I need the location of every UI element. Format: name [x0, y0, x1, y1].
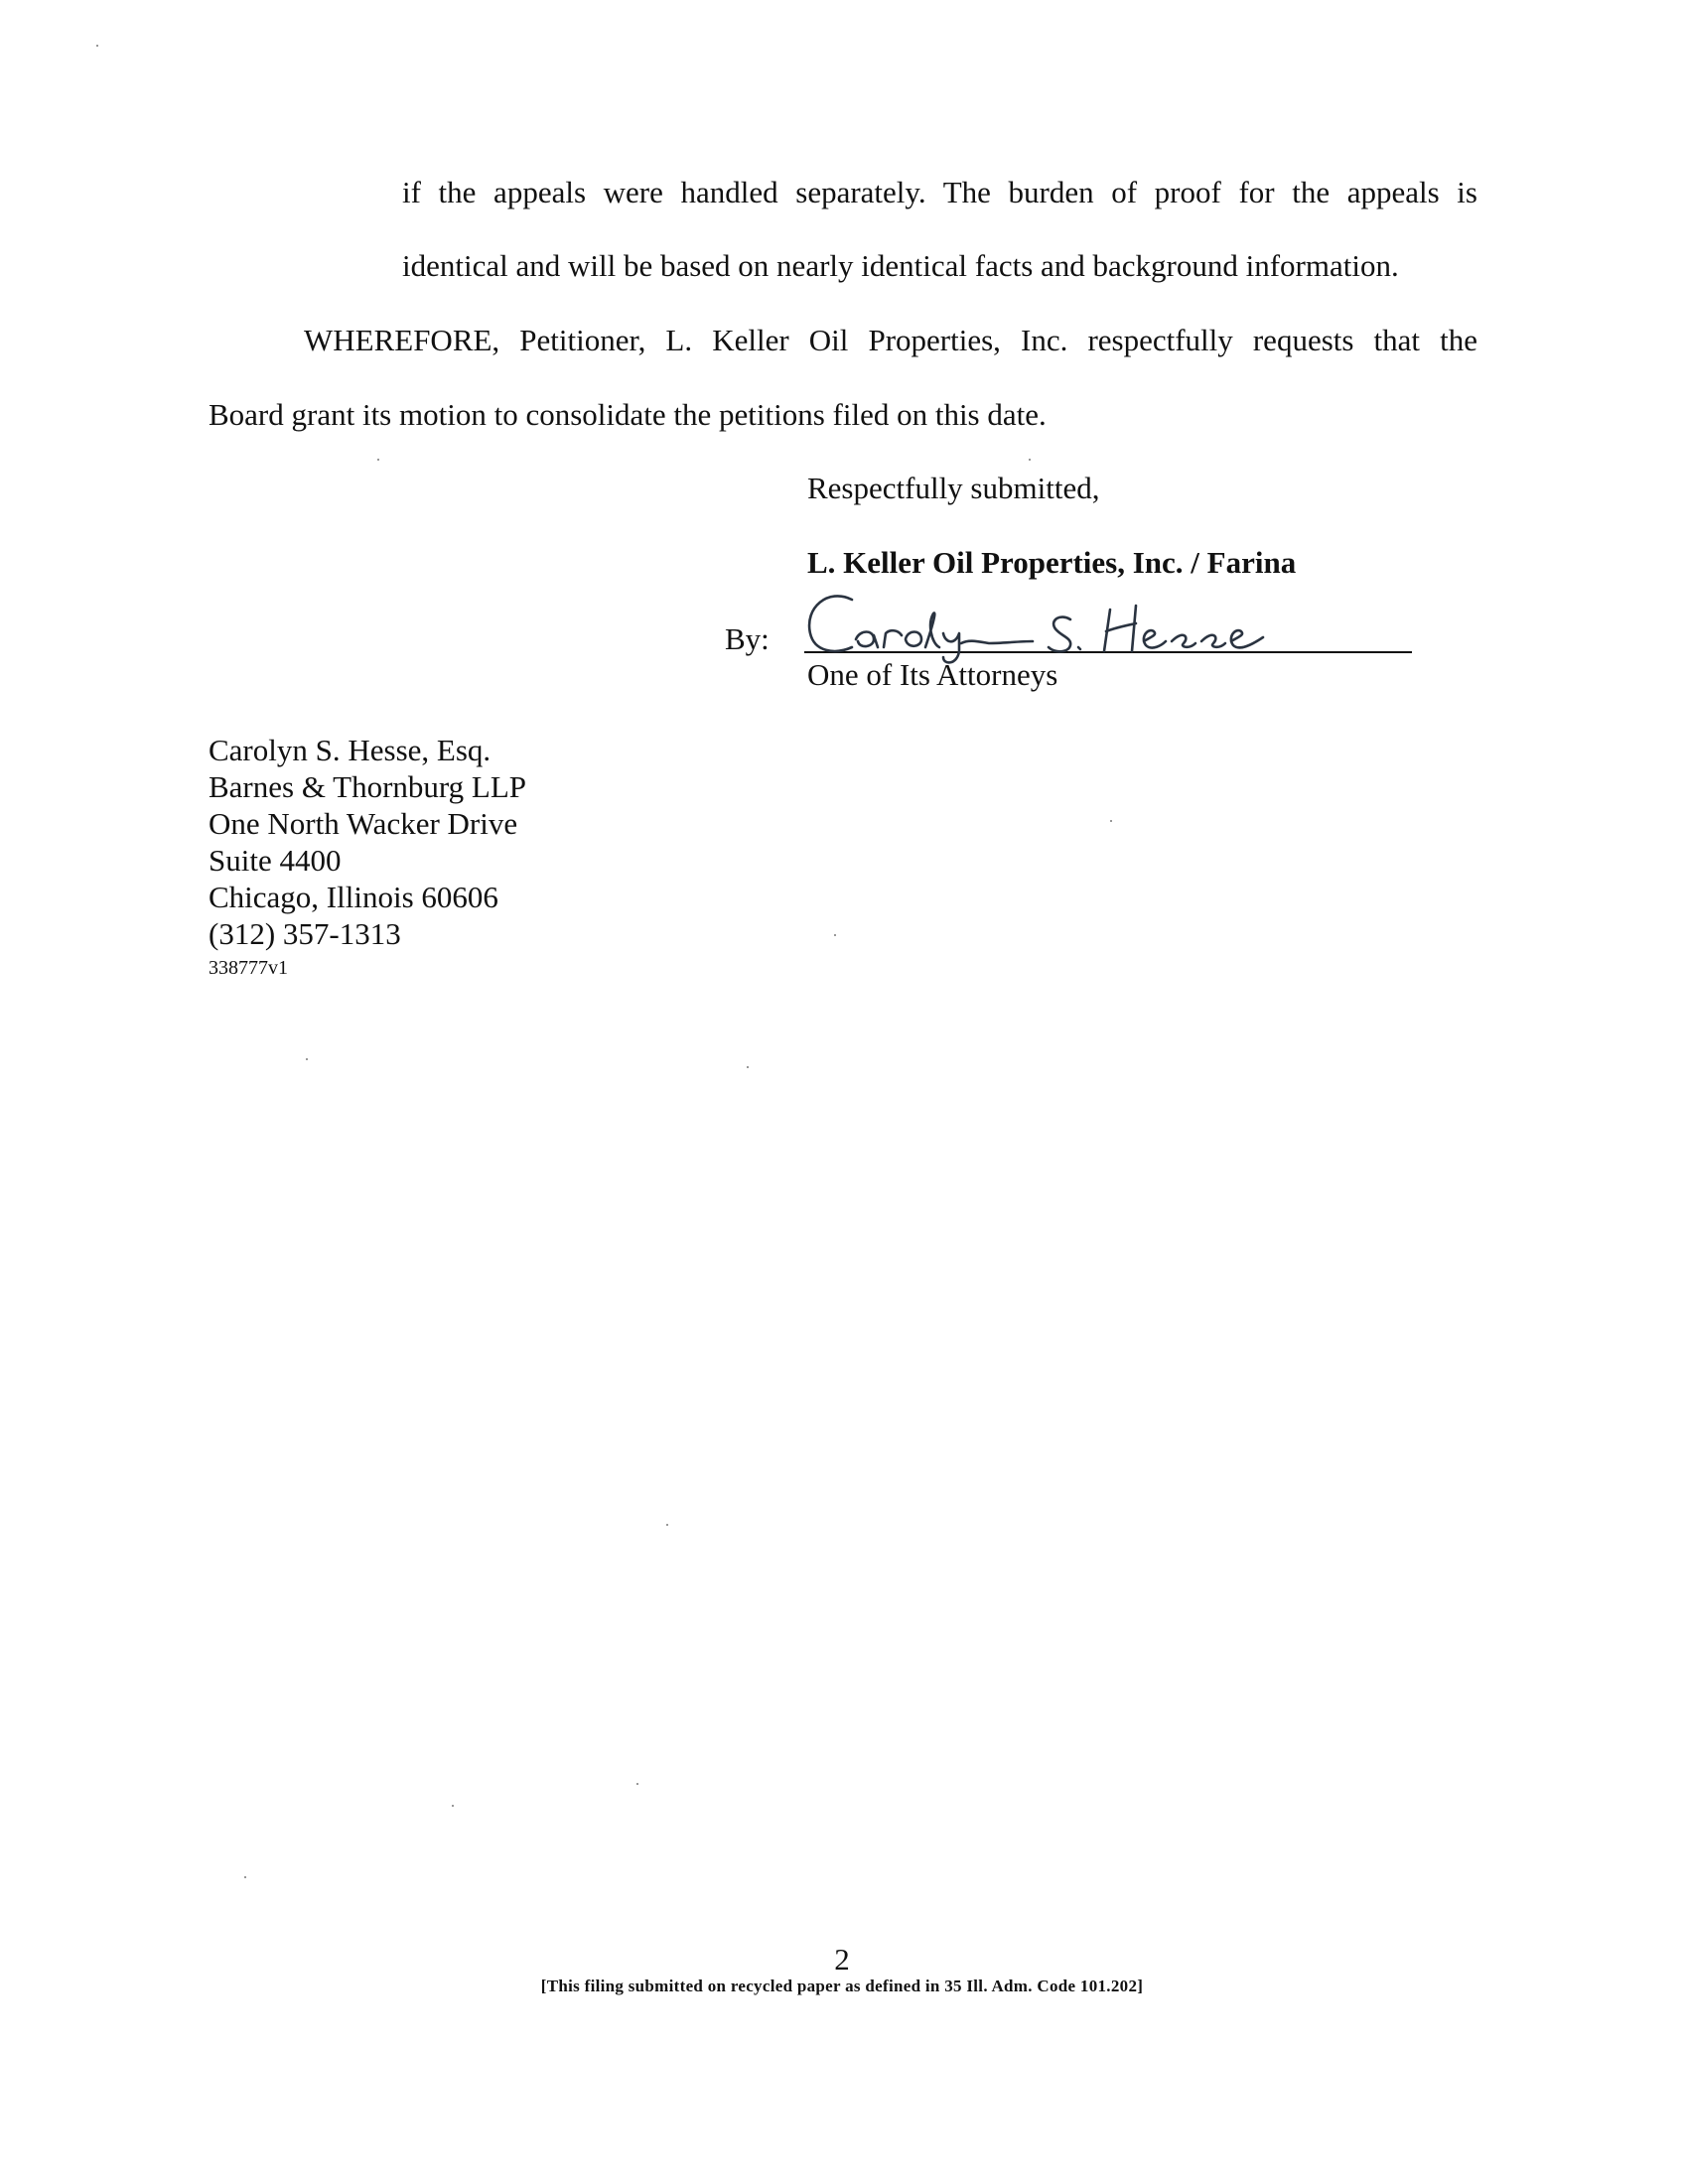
scan-speck: [747, 1066, 749, 1068]
party-name: L. Keller Oil Properties, Inc. / Farina: [807, 545, 1297, 580]
document-id: 338777v1: [209, 957, 288, 979]
paragraph-2-line-2: Board grant its motion to consolidate the petitions filed on this date.: [209, 397, 1047, 432]
phone-number: (312) 357-1313: [209, 916, 401, 951]
page-number: 2: [834, 1942, 850, 1977]
street-address: One North Wacker Drive: [209, 806, 518, 841]
scan-speck: [666, 1524, 668, 1526]
scan-speck: [834, 934, 836, 936]
suite-number: Suite 4400: [209, 843, 342, 878]
closing-salutation: Respectfully submitted,: [807, 471, 1100, 505]
recycled-paper-note: [This filing submitted on recycled paper as defined in 35 Ill. Adm. Code 101.202]: [540, 1977, 1144, 1995]
scan-speck: [377, 459, 379, 461]
paragraph-2-line-1: WHEREFORE, Petitioner, L. Keller Oil Properties, Inc. respectfully requests that the: [304, 323, 1477, 357]
paragraph-1-line-1: if the appeals were handled separately. The burden of proof for the appeals is: [402, 175, 1477, 209]
city-state-zip: Chicago, Illinois 60606: [209, 880, 498, 914]
scan-speck: [244, 1876, 246, 1878]
signer-role: One of Its Attorneys: [807, 657, 1058, 692]
scan-speck: [1110, 820, 1112, 822]
paragraph-1-line-2: identical and will be based on nearly identical facts and background information.: [402, 248, 1399, 283]
scan-speck: [636, 1783, 638, 1785]
scan-speck: [1029, 459, 1031, 461]
scan-speck: [306, 1058, 308, 1060]
by-label: By:: [725, 621, 770, 656]
firm-name: Barnes & Thornburg LLP: [209, 769, 527, 804]
scan-speck: [96, 45, 98, 47]
scan-speck: [452, 1805, 454, 1807]
attorney-name: Carolyn S. Hesse, Esq.: [209, 733, 491, 767]
